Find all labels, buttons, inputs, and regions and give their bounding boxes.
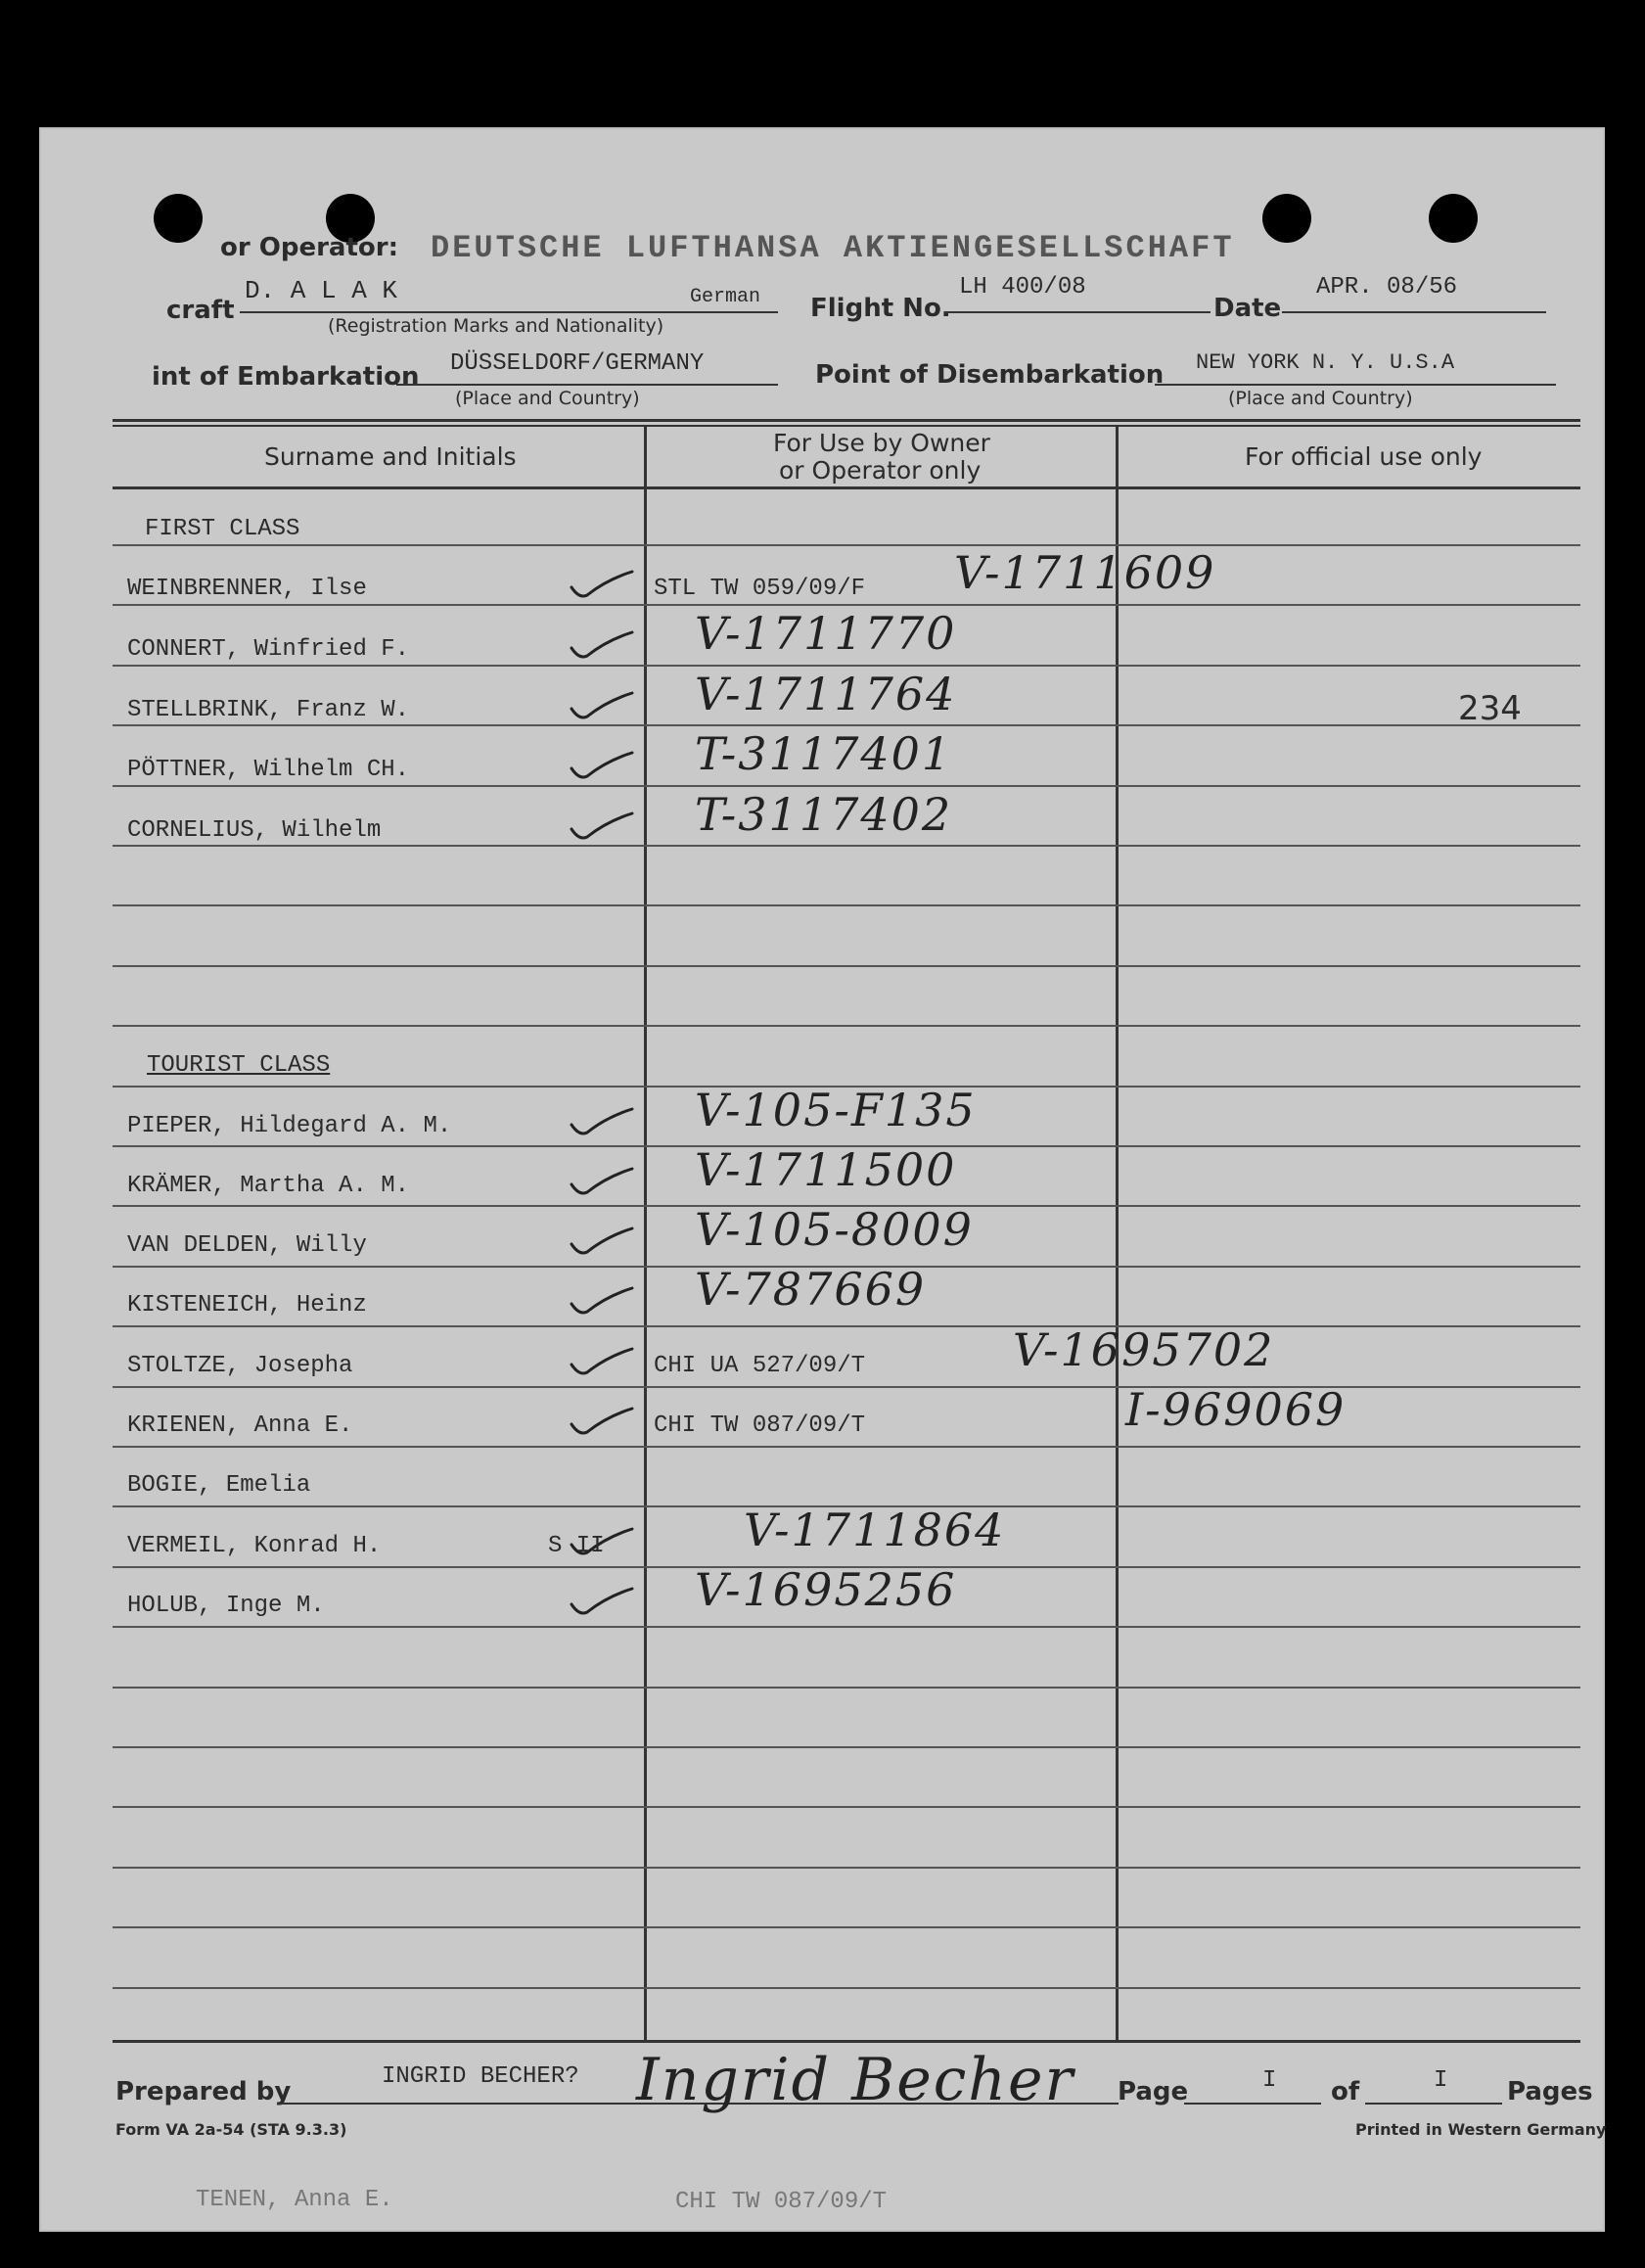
pages-label: Pages [1507,2077,1593,2106]
table-top-rule [113,419,1580,422]
embark-line [396,384,778,386]
header-rule [113,486,1580,489]
check-mark-icon [568,1103,636,1142]
ruled-line [113,1867,1580,1869]
date-line [1282,311,1546,313]
aircraft-nationality: German [690,286,761,308]
disembark-caption: (Place and Country) [1228,388,1413,409]
owner-label: or Operator: [220,233,398,262]
passenger-name: HOLUB, Inge M. [127,1593,325,1619]
check-mark-icon [568,626,636,666]
page-label: Page [1118,2077,1189,2106]
aircraft-label: craft [166,296,235,325]
disembark-label: Point of Disembarkation [815,360,1165,390]
ruled-line [113,904,1580,906]
disembark-value: NEW YORK N. Y. U.S.A [1196,350,1455,375]
ticket-handwritten: V-105-8009 [695,1203,974,1256]
ticket-typed: CHI TW 087/09/T [654,1412,866,1439]
ruled-line [113,1325,1580,1327]
check-mark-icon [568,747,636,786]
ruled-line [113,724,1580,726]
tourist-class-heading: TOURIST CLASS [147,1052,331,1079]
ruled-line [113,544,1580,546]
ruled-line [113,1987,1580,1989]
punch-hole [1429,194,1478,243]
prepared-label: Prepared by [115,2077,292,2106]
aircraft-value: D. A L A K [245,276,398,305]
bleed-name: TENEN, Anna E. [196,2187,393,2213]
ruled-line [113,965,1580,967]
col-surname-header: Surname and Initials [264,442,517,471]
ruled-line [113,665,1580,667]
ruled-line [113,1386,1580,1388]
ruled-line [113,1926,1580,1928]
table-top-rule [113,425,1580,427]
col-owner-header: For Use by Owner [773,429,990,457]
passenger-name: STOLTZE, Josepha [127,1353,353,1379]
ruled-line [113,1687,1580,1689]
check-mark-icon [568,1223,636,1262]
footer-rule [113,2040,1580,2043]
date-label: Date [1213,294,1282,323]
ticket-handwritten: V-105-F135 [695,1084,977,1136]
embark-label: int of Embarkation [152,362,420,392]
ticket-handwritten: V-1711764 [695,668,957,720]
embark-caption: (Place and Country) [455,388,640,409]
ticket-handwritten: T-3117402 [695,788,953,841]
punch-hole [1262,194,1311,243]
page-line [1184,2103,1321,2105]
ticket-handwritten: I-969069 [1125,1383,1347,1436]
official-note: 234 [1458,689,1522,728]
date-value: APR. 08/56 [1316,274,1458,301]
flight-label: Flight No. [810,294,951,323]
passenger-name: CONNERT, Winfried F. [127,636,410,663]
pages-value: I [1434,2067,1448,2094]
prepared-value: INGRID BECHER? [382,2063,579,2090]
passenger-name: CORNELIUS, Wilhelm [127,817,382,844]
ruled-line [113,1025,1580,1027]
ruled-line [113,604,1580,606]
check-mark-icon [568,687,636,726]
ticket-typed: STL TW 059/09/F [654,576,866,602]
ticket-handwritten: V-1695256 [695,1563,957,1616]
ticket-handwritten: V-1711770 [695,607,957,660]
column-divider [1116,425,1119,2040]
form-id: Form VA 2a-54 (STA 9.3.3) [115,2120,347,2139]
passenger-name: KISTENEICH, Heinz [127,1292,367,1319]
passenger-name: VERMEIL, Konrad H. [127,1533,382,1559]
aircraft-line [240,311,778,313]
ruled-line [113,1746,1580,1748]
passenger-name: STELLBRINK, Franz W. [127,697,410,723]
of-label: of [1331,2077,1360,2106]
pages-line [1365,2103,1502,2105]
ticket-handwritten: V-1711609 [954,546,1216,599]
ticket-handwritten: V-1711864 [744,1504,1006,1556]
ticket-typed: CHI UA 527/09/T [654,1353,866,1379]
owner-value: DEUTSCHE LUFTHANSA AKTIENGESELLSCHAFT [431,230,1235,266]
passenger-name: PÖTTNER, Wilhelm CH. [127,757,410,783]
flight-value: LH 400/08 [959,274,1086,301]
check-mark-icon [568,1583,636,1622]
flight-line [944,311,1211,313]
ruled-line [113,1626,1580,1628]
ticket-handwritten: V-1711500 [695,1143,957,1196]
check-mark-icon [568,1282,636,1321]
check-mark-icon [568,808,636,847]
first-class-heading: FIRST CLASS [145,516,300,542]
column-divider [644,425,647,2040]
col-official-header: For official use only [1245,442,1483,471]
check-mark-icon [568,566,636,605]
aircraft-caption: (Registration Marks and Nationality) [328,315,664,337]
page-value: I [1262,2067,1277,2094]
ruled-line [113,1446,1580,1448]
check-mark-icon [568,1403,636,1442]
passenger-name: KRIENEN, Anna E. [127,1412,353,1439]
passenger-name: KRÄMER, Martha A. M. [127,1173,410,1199]
passenger-name: VAN DELDEN, Willy [127,1232,367,1259]
ticket-handwritten: V-787669 [695,1263,927,1316]
punch-hole [154,194,203,243]
passenger-name: WEINBRENNER, Ilse [127,576,367,602]
ruled-line [113,1806,1580,1808]
check-mark-icon [568,1343,636,1382]
ruled-line [113,845,1580,847]
passenger-name: BOGIE, Emelia [127,1472,311,1499]
bleed-typed: CHI TW 087/09/T [675,2189,888,2215]
passenger-name: PIEPER, Hildegard A. M. [127,1113,452,1139]
disembark-line [1155,384,1556,386]
embark-value: DÜSSELDORF/GERMANY [450,350,705,377]
check-mark-icon [568,1163,636,1202]
col-owner-header: or Operator only [779,456,982,485]
ticket-typed: S II [548,1533,605,1559]
ruled-line [113,785,1580,787]
ticket-handwritten: T-3117401 [695,727,953,780]
ticket-handwritten: V-1695702 [1013,1323,1275,1376]
printed-in: Printed in Western Germany [1355,2120,1607,2139]
signature: Ingrid Becher [636,2046,1075,2114]
